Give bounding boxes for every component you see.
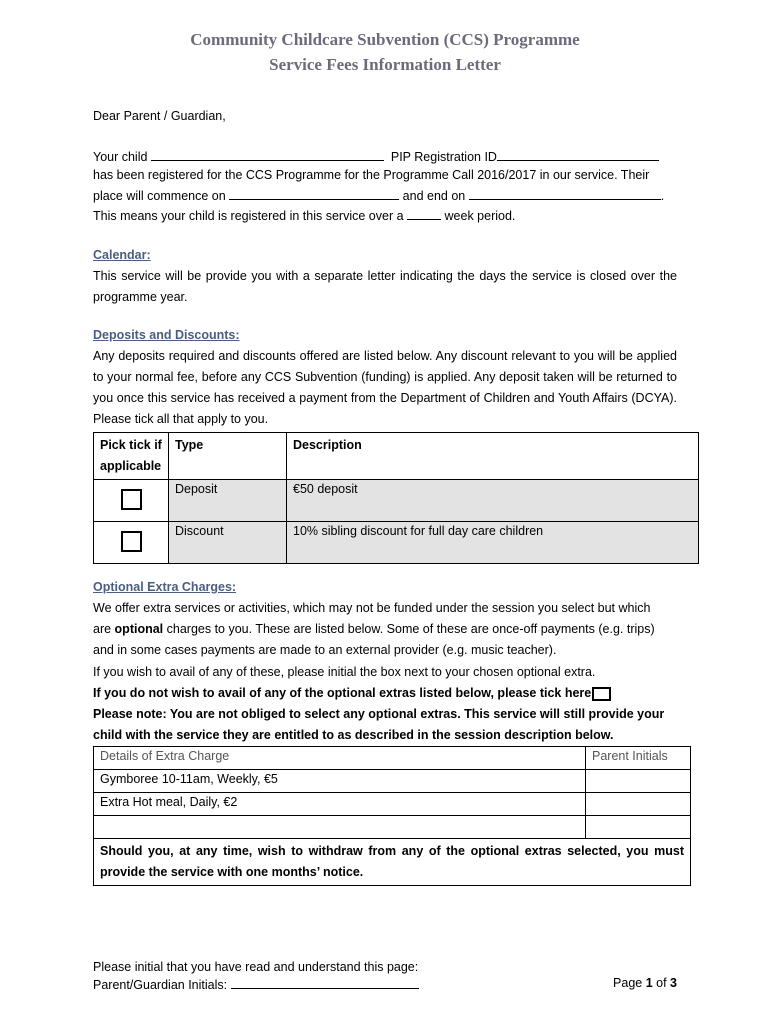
discount-type: Discount	[169, 522, 287, 564]
optional-text-1: We offer extra services or activities, which may not be funded under the session you select but which	[93, 601, 651, 615]
table-row	[94, 770, 691, 793]
period-start-label: This means your child is registered in this service over a	[93, 209, 404, 223]
child-line	[93, 148, 659, 164]
salutation: Dear Parent / Guardian,	[93, 109, 226, 123]
end-on-label: and end on	[402, 189, 466, 203]
withdraw-note: Should you, at any time, wish to withdraw from any of the optional extras selected, you must provide the service with one months’ notice.	[94, 839, 691, 886]
optional-bold-word: optional	[114, 622, 164, 636]
deposit-checkbox[interactable]	[121, 489, 142, 510]
discount-description: 10% sibling discount for full day care children	[287, 522, 699, 564]
table-row	[94, 480, 699, 522]
col-initials-header: Parent Initials	[586, 747, 691, 770]
start-date-field[interactable]	[229, 187, 399, 200]
extra-detail	[94, 816, 586, 839]
optional-heading: Optional Extra Charges:	[93, 580, 237, 594]
page-total: 3	[670, 976, 677, 990]
deposit-type: Deposit	[169, 480, 287, 522]
deposit-description: €50 deposit	[287, 480, 699, 522]
calendar-heading: Calendar:	[93, 248, 151, 262]
extra-detail: Gymboree 10-11am, Weekly, €5	[94, 770, 586, 793]
col-description-header: Description	[287, 433, 699, 480]
col-details-header: Details of Extra Charge	[94, 747, 586, 770]
parent-initials-field[interactable]	[231, 976, 419, 989]
document-subtitle: Service Fees Information Letter	[269, 55, 501, 74]
opt-out-line	[93, 686, 611, 701]
initials-field[interactable]	[586, 793, 691, 816]
deposits-text: Any deposits required and discounts offered are listed below. Any discount relevant to you will be applied to your normal fee, before any CCS Subvention (funding) is applied. Any deposit taken will be returned to you once this service has received a payment from the Department of Children and Youth Affairs (DCYA). Please tick all that apply to you.	[93, 349, 677, 426]
week-count-field[interactable]	[407, 207, 441, 220]
optional-text-2-post: charges to you. These are listed below. Some of these are once-off payments (e.g. trips)	[163, 622, 655, 636]
deposit-checkbox-cell[interactable]	[94, 480, 169, 522]
col-tick-header: Pick tick if applicable	[94, 433, 169, 480]
extra-table-header	[94, 747, 691, 770]
table-row	[94, 793, 691, 816]
initials-field[interactable]	[586, 816, 691, 839]
page-current: 1	[645, 976, 653, 990]
period-end-label: week period.	[444, 209, 516, 223]
initials-label: Parent/Guardian Initials:	[93, 978, 228, 992]
col-type-header: Type	[169, 433, 287, 480]
end-date-field[interactable]	[469, 187, 661, 200]
deposits-table	[93, 432, 699, 564]
page-of: of	[652, 976, 671, 990]
child-name-field[interactable]	[151, 148, 384, 161]
page-label: Page	[613, 976, 646, 990]
extra-detail: Extra Hot meal, Daily, €2	[94, 793, 586, 816]
deposits-heading: Deposits and Discounts:	[93, 328, 240, 342]
initials-field[interactable]	[586, 770, 691, 793]
opt-out-checkbox[interactable]	[592, 687, 611, 701]
withdraw-note-row	[94, 839, 691, 886]
discount-checkbox[interactable]	[121, 531, 142, 552]
footer-line-1: Please initial that you have read and understand this page:	[93, 960, 419, 974]
registered-line: has been registered for the CCS Programme for the Programme Call 2016/2017 in our service. Their	[93, 168, 650, 182]
note-line-1: Please note: You are not obliged to select any optional extras. This service will still provide your	[93, 707, 665, 721]
table-row	[94, 816, 691, 839]
document-title: Community Childcare Subvention (CCS) Programme	[190, 30, 580, 49]
your-child-label: Your child	[93, 150, 148, 164]
commence-line: place will commence on and end on .	[93, 189, 665, 203]
page-number	[613, 976, 677, 990]
period-line	[93, 207, 515, 223]
pip-id-label: PIP Registration ID	[390, 150, 497, 164]
optional-text-2	[93, 622, 655, 636]
note-line-2: child with the service they are entitled to as described in the session description below.	[93, 728, 614, 742]
extra-charges-table	[93, 746, 691, 886]
opt-out-text: If you do not wish to avail of any of the optional extras listed below, please tick here	[93, 686, 592, 700]
optional-text-4: If you wish to avail of any of these, please initial the box next to your chosen optional extra.	[93, 665, 596, 679]
pip-id-field[interactable]	[497, 148, 659, 161]
footer-line-2	[93, 976, 419, 992]
optional-text-2-pre: are	[93, 622, 115, 636]
table-row	[94, 522, 699, 564]
commence-label: place will commence on	[93, 189, 226, 203]
discount-checkbox-cell[interactable]	[94, 522, 169, 564]
deposits-table-header	[94, 433, 699, 480]
calendar-text: This service will be provide you with a separate letter indicating the days the service is closed over the programme year.	[93, 269, 677, 304]
optional-text-3: and in some cases payments are made to an external provider (e.g. music teacher).	[93, 643, 557, 657]
